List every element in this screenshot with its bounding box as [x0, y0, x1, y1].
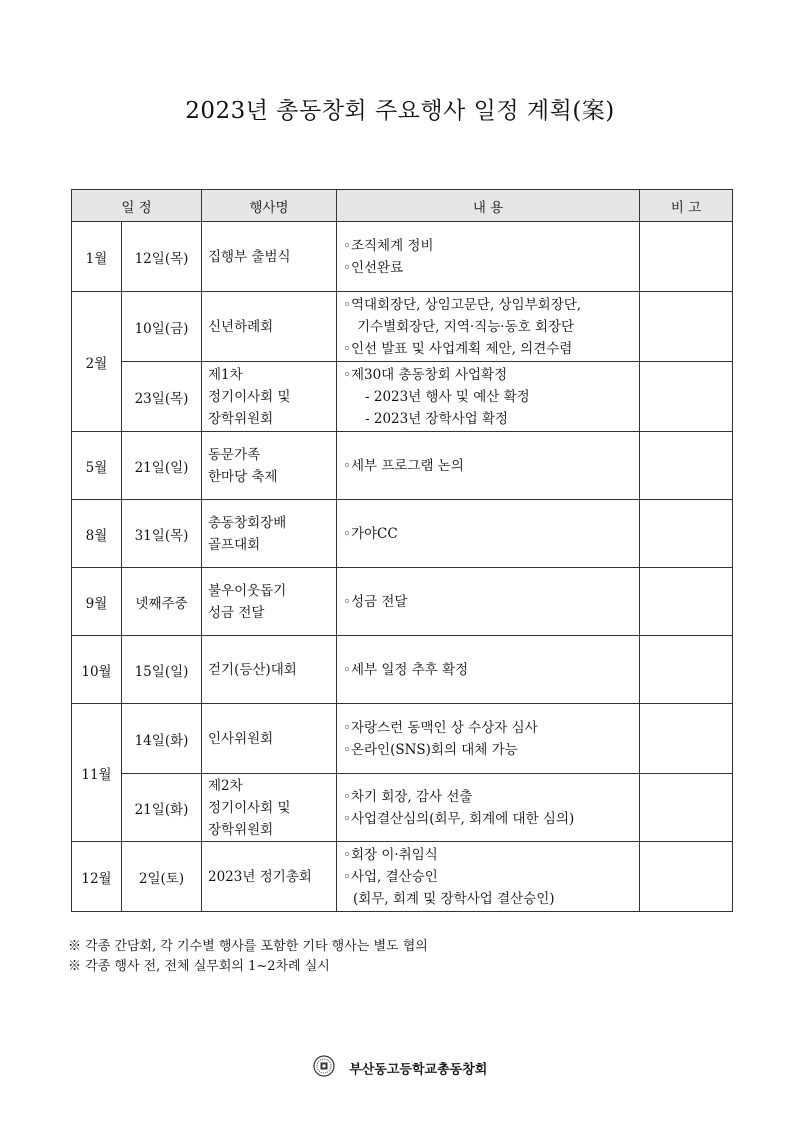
content-cell — [337, 704, 640, 774]
header-content: 내 용 — [337, 190, 640, 222]
notes — [68, 937, 428, 977]
day-cell: 2일(토) — [122, 842, 202, 912]
note-cell — [640, 842, 733, 912]
table-header-row — [72, 190, 733, 222]
content-cell — [337, 774, 640, 842]
note-cell — [640, 292, 733, 362]
content-line: ◦자랑스런 동맥인 상 수상자 심사 — [343, 719, 538, 736]
content-line: ◦인선 발표 및 사업계획 제안, 의견수렴 — [343, 340, 573, 357]
content-cell — [337, 636, 640, 704]
header-date: 일 정 — [72, 190, 202, 222]
event-line: 한마당 축제 — [208, 468, 278, 485]
event-line: 2023년 정기총회 — [208, 868, 312, 885]
event-line: 신년하례회 — [208, 318, 274, 335]
content-cell — [337, 568, 640, 636]
content-line: ◦인선완료 — [343, 259, 404, 276]
content-line: ◦세부 프로그램 논의 — [343, 457, 464, 474]
content-line: ◦역대회장단, 상임고문단, 상임부회장단, — [343, 296, 582, 313]
schedule-table — [71, 189, 733, 912]
event-line: 걷기(등산)대회 — [208, 661, 297, 678]
event-line: 제1차 — [208, 366, 243, 383]
event-line: 동문가족 — [208, 446, 261, 463]
event-line: 정기이사회 및 — [208, 799, 291, 816]
event-line: 성금 전달 — [208, 604, 265, 621]
event-line: 불우이웃돕기 — [208, 582, 287, 599]
table-row — [72, 636, 733, 704]
content-cell — [337, 222, 640, 292]
table-row — [72, 774, 733, 842]
content-line: ◦온라인(SNS)회의 대체 가능 — [343, 741, 518, 758]
content-cell — [337, 842, 640, 912]
note-cell — [640, 222, 733, 292]
event-cell — [202, 432, 337, 500]
content-line: - 2023년 장학사업 확정 — [365, 410, 509, 427]
table-row — [72, 222, 733, 292]
table-row — [72, 568, 733, 636]
note-line: ※ 각종 행사 전, 전체 실무회의 1~2차례 실시 — [68, 959, 330, 974]
event-cell — [202, 500, 337, 568]
event-line: 총동창회장배 — [208, 514, 287, 531]
content-line: ◦세부 일정 추후 확정 — [343, 661, 469, 678]
content-line: ◦가야CC — [343, 525, 398, 542]
content-cell — [337, 432, 640, 500]
note-cell — [640, 704, 733, 774]
content-line: 기수별회장단, 지역·직능·동호 회장단 — [357, 318, 575, 335]
content-line: ◦사업, 결산승인 — [343, 868, 438, 885]
day-cell: 넷째주중 — [122, 568, 202, 636]
month-cell: 8월 — [72, 500, 122, 568]
month-cell: 9월 — [72, 568, 122, 636]
month-cell: 11월 — [72, 704, 122, 842]
day-cell: 14일(화) — [122, 704, 202, 774]
month-cell: 1월 — [72, 222, 122, 292]
table-row — [72, 362, 733, 432]
header-note: 비 고 — [640, 190, 733, 222]
event-cell — [202, 362, 337, 432]
day-cell: 21일(화) — [122, 774, 202, 842]
day-cell: 23일(목) — [122, 362, 202, 432]
footer — [0, 1055, 800, 1081]
month-cell: 2월 — [72, 292, 122, 432]
day-cell: 12일(목) — [122, 222, 202, 292]
day-cell: 21일(일) — [122, 432, 202, 500]
note-cell — [640, 774, 733, 842]
event-cell — [202, 842, 337, 912]
content-line: ◦성금 전달 — [343, 593, 408, 610]
event-cell — [202, 774, 337, 842]
event-line: 정기이사회 및 — [208, 388, 291, 405]
month-cell: 5월 — [72, 432, 122, 500]
event-cell — [202, 292, 337, 362]
content-line: ◦사업결산심의(회무, 회계에 대한 심의) — [343, 810, 575, 827]
note-cell — [640, 636, 733, 704]
event-cell — [202, 704, 337, 774]
content-line: - 2023년 행사 및 예산 확정 — [365, 388, 530, 405]
content-cell — [337, 292, 640, 362]
school-seal-icon — [313, 1055, 335, 1081]
note-line: ※ 각종 간담회, 각 기수별 행사를 포함한 기타 행사는 별도 협의 — [68, 939, 428, 954]
month-cell: 10월 — [72, 636, 122, 704]
content-line: (회무, 회계 및 장학사업 결산승인) — [353, 890, 555, 907]
table-row — [72, 500, 733, 568]
content-cell — [337, 500, 640, 568]
day-cell: 15일(일) — [122, 636, 202, 704]
month-cell: 12월 — [72, 842, 122, 912]
table-row — [72, 704, 733, 774]
organization-name: 부산동고등학교총동창회 — [349, 1062, 488, 1078]
table-row — [72, 292, 733, 362]
note-cell — [640, 500, 733, 568]
event-line: 골프대회 — [208, 536, 261, 553]
content-line: ◦차기 회장, 감사 선출 — [343, 788, 473, 805]
note-cell — [640, 568, 733, 636]
event-line: 집행부 출범식 — [208, 248, 291, 265]
day-cell: 10일(금) — [122, 292, 202, 362]
note-cell — [640, 362, 733, 432]
table-row — [72, 432, 733, 500]
day-cell: 31일(목) — [122, 500, 202, 568]
content-cell — [337, 362, 640, 432]
event-line: 장학위원회 — [208, 410, 274, 427]
table-row — [72, 842, 733, 912]
event-line: 인사위원회 — [208, 730, 274, 747]
header-event: 행사명 — [202, 190, 337, 222]
page-title: 2023년 총동창회 주요행사 일정 계획(案) — [185, 98, 615, 124]
content-line: ◦회장 이·취임식 — [343, 846, 438, 863]
event-line: 장학위원회 — [208, 821, 274, 838]
note-cell — [640, 432, 733, 500]
event-line: 제2차 — [208, 777, 243, 794]
content-line: ◦제30대 총동창회 사업확정 — [343, 366, 508, 383]
event-cell — [202, 568, 337, 636]
event-cell — [202, 222, 337, 292]
content-line: ◦조직체계 정비 — [343, 237, 434, 254]
event-cell — [202, 636, 337, 704]
